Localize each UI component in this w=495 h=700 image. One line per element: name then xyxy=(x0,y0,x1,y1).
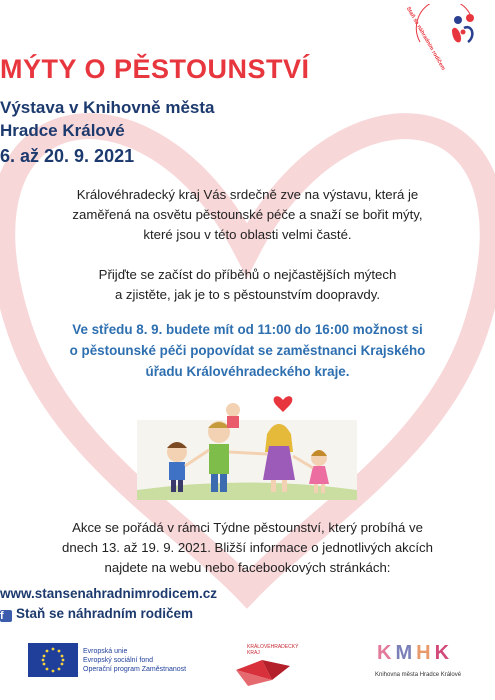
eu-flag-icon xyxy=(28,643,78,677)
intro-line: které jsou v této oblasti velmi časté. xyxy=(143,227,352,242)
family-illustration xyxy=(137,390,357,500)
facebook-link[interactable] xyxy=(0,606,495,622)
facebook-icon: f xyxy=(0,610,12,622)
info-line: dnech 13. až 19. 9. 2021. Bližší informace o jednotlivých akcích xyxy=(62,540,433,555)
info-paragraph xyxy=(40,518,455,578)
kraj-logo xyxy=(228,640,298,688)
subtitle-line-1: Výstava v Knihovně města xyxy=(0,98,215,117)
subtitle-line-2: Hradce Králové xyxy=(0,121,125,140)
intro-line: zaměřená na osvětu pěstounské péče a snaží se bořit mýty, xyxy=(72,207,423,222)
kmhk-letter: H xyxy=(416,642,435,664)
invite-line: a zjistěte, jak je to s pěstounstvím doopravdy. xyxy=(114,287,381,302)
eu-line: Evropská unie xyxy=(83,648,128,655)
kmhk-letter: M xyxy=(395,642,417,664)
kmhk-letter: K xyxy=(434,642,454,664)
eu-logo xyxy=(28,643,218,679)
facebook-label: Staň se náhradním rodičem xyxy=(16,606,194,621)
info-line: Akce se pořádá v rámci Týdne pěstounství, který probíhá ve xyxy=(72,520,423,535)
highlight-line: o pěstounské péči popovídat se zaměstnanci Krajského xyxy=(69,343,426,358)
kraj-line: KRAJ xyxy=(247,650,260,656)
eu-line: Operační program Zaměstnanost xyxy=(83,666,187,673)
top-logo xyxy=(404,4,492,72)
page-title: MÝTY O PĚSTOUNSTVÍ xyxy=(0,54,310,84)
invite-line: Přijďte se začíst do příběhů o nejčastějších mýtech xyxy=(98,267,397,282)
invite-paragraph xyxy=(40,265,455,305)
website-link[interactable]: www.stansenahradnimrodicem.cz xyxy=(0,586,218,601)
highlight-line: Ve středu 8. 9. budete mít od 11:00 do 16:00 možnost si xyxy=(72,322,423,337)
info-line: najdete na webu nebo facebookových stránkách: xyxy=(104,560,391,575)
highlight-paragraph xyxy=(40,319,455,382)
intro-line: Královéhradecký kraj Vás srdečně zve na výstavu, která je xyxy=(76,187,419,202)
highlight-line: úřadu Královéhradeckého kraje. xyxy=(145,364,350,379)
kraj-line: KRÁLOVÉHRADECKÝ xyxy=(247,644,299,650)
exhibition-date: 6. až 20. 9. 2021 xyxy=(0,146,135,166)
kmhk-letter: K xyxy=(377,642,396,664)
intro-paragraph xyxy=(40,185,455,245)
eu-line: Evropský sociální fond xyxy=(83,657,154,664)
kmhk-logo xyxy=(375,642,475,686)
kmhk-caption: Knihovna města Hradce Králové xyxy=(375,672,462,678)
top-logo-text: Staň se náhradním rodičem xyxy=(404,6,447,72)
